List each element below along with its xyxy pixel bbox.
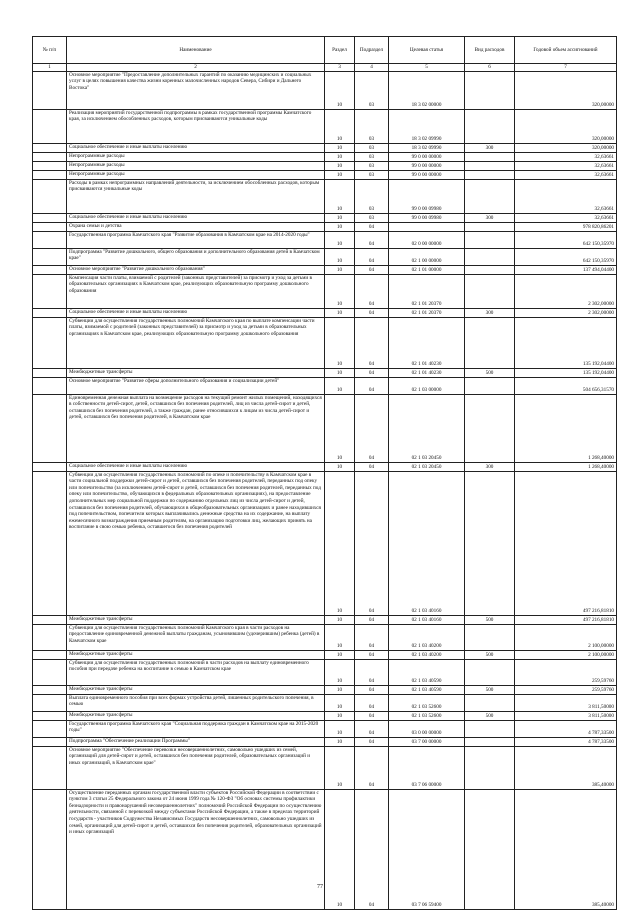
row-amount: 3 811,50000	[515, 694, 617, 711]
row-target-article: 02 1 01 40230	[389, 368, 465, 377]
row-subsection: 04	[355, 462, 389, 471]
row-target-article: 02 1 01 40230	[389, 317, 465, 368]
row-expense-type	[465, 317, 515, 368]
row-number	[33, 377, 67, 394]
row-section: 10	[325, 152, 355, 161]
row-name: Субвенции для осуществления государственных полномочий в части расходов на выплату единовременного пособия при передаче ребенка на воспитание в семью в Камчатском крае	[67, 659, 325, 685]
row-name: Осуществление переданных органам государственной власти субъектов Российской Федерации в соответствии с пунктом 3 статьи 25 Федерального закона от 24 июня 1999 года № 120-ФЗ "Об основах системы профилактики безнадзорности и правонарушений несовершеннолетних" полномочий Российской Федерации по осуществлению деятельности, связанной с перевозкой между субъектами Российской Федерации, а также в пределах территорий государств - участников Содружества Независимых Государств несовершеннолетних, самовольно ушедших из семей, организаций для детей-сирот и детей, оставшихся без попечения родителей, образовательных организаций и иных организаций	[67, 789, 325, 909]
row-name: Выплата единовременного пособия при всех формах устройства детей, лишенных родительского попечения, в семью	[67, 694, 325, 711]
column-number: 5	[389, 64, 465, 72]
row-section: 10	[325, 248, 355, 265]
row-number	[33, 222, 67, 231]
table-row	[33, 737, 617, 746]
row-number	[33, 265, 67, 274]
row-expense-type: 300	[465, 213, 515, 222]
row-name: Межбюджетные трансферты	[67, 650, 325, 659]
row-expense-type	[465, 170, 515, 179]
row-number	[33, 71, 67, 109]
row-section: 10	[325, 161, 355, 170]
row-section: 10	[325, 143, 355, 152]
row-name: Основное мероприятие "Развитие дошкольного образования"	[67, 265, 325, 274]
row-name: Реализация мероприятий государственной подпрограммы в рамках государственной программы Камчатского края, за исключением обособленных расходов, которым присваиваются уникальные коды	[67, 109, 325, 143]
row-target-article: 02 1 03 00000	[389, 377, 465, 394]
table-row	[33, 711, 617, 720]
row-amount: 642 150,35970	[515, 248, 617, 265]
row-section: 10	[325, 394, 355, 462]
row-section: 10	[325, 659, 355, 685]
column-number: 2	[67, 64, 325, 72]
row-name: Субвенции для осуществления государственных полномочий Камчатского края по выплате компенсации части платы, взимаемой с родителей (законных представителей) за присмотр и уход за детьми в образовательных организациях в Камчатском крае, реализующих образовательную программу дошкольного образования	[67, 317, 325, 368]
row-number	[33, 685, 67, 694]
row-expense-type	[465, 394, 515, 462]
row-target-article: 03 7 06 00000	[389, 746, 465, 789]
row-subsection: 04	[355, 265, 389, 274]
row-amount: 259,59760	[515, 685, 617, 694]
row-section: 10	[325, 222, 355, 231]
row-section: 10	[325, 109, 355, 143]
row-expense-type	[465, 152, 515, 161]
row-amount: 2 302,00000	[515, 308, 617, 317]
row-number	[33, 471, 67, 615]
row-name: Субвенции для осуществления государственных полномочий по опеке и попечительству в Камчатском крае в части социальной поддержки детей-сирот и детей, оставшихся без попечения родителей, переданных под опеку или попечительство (за исключением детей-сирот и детей, оставшихся без попечения родителей, переданных под опеку или попечительство, обучающихся в федеральных образовательных организациях), на предоставление дополнительных мер социальной поддержки по содержанию отдельных лиц из числа детей-сирот и детей, оставшихся без попечения родителей, обучающихся в общеобразовательных организациях и ранее находившихся под попечительством, попечители которых выплачивались денежные средства на их содержание, на выплату ежемесячного вознаграждения приемным родителям, на организацию подготовки лиц, желающих принять на воспитание в свою семью ребенка, оставшегося без попечения родителей	[67, 471, 325, 615]
row-name: Межбюджетные трансферты	[67, 368, 325, 377]
row-target-article: 02 1 03 40200	[389, 624, 465, 650]
row-target-article: 02 1 03 20450	[389, 462, 465, 471]
row-subsection: 04	[355, 394, 389, 462]
row-number	[33, 694, 67, 711]
table-row	[33, 213, 617, 222]
row-expense-type: 300	[465, 308, 515, 317]
row-number	[33, 317, 67, 368]
row-section: 10	[325, 71, 355, 109]
row-section: 10	[325, 685, 355, 694]
row-amount: 642 150,35970	[515, 231, 617, 248]
row-section: 10	[325, 231, 355, 248]
table-header	[33, 37, 617, 72]
row-name: Непрограммные расходы	[67, 152, 325, 161]
table-row	[33, 789, 617, 909]
table-row	[33, 462, 617, 471]
column-number: 3	[325, 64, 355, 72]
table-row	[33, 624, 617, 650]
row-number	[33, 179, 67, 213]
row-section: 10	[325, 377, 355, 394]
row-amount: 4 787,33500	[515, 737, 617, 746]
row-name: Субвенции для осуществления государственных полномочий Камчатского края в части расходов на предоставление единовременной денежной выплаты гражданам, усыновившим (удочерившим) ребенка (детей) в Камчатском крае	[67, 624, 325, 650]
table-row	[33, 471, 617, 615]
row-section: 10	[325, 179, 355, 213]
row-subsection: 04	[355, 650, 389, 659]
row-target-article: 03 7 00 00000	[389, 737, 465, 746]
row-expense-type	[465, 694, 515, 711]
table-row	[33, 71, 617, 109]
row-subsection: 04	[355, 694, 389, 711]
row-number	[33, 659, 67, 685]
row-name: Государственная программа Камчатского края "Развитие образования в Камчатском крае на 2014-2020 годы"	[67, 231, 325, 248]
row-amount: 497 216,81810	[515, 615, 617, 624]
row-subsection: 04	[355, 368, 389, 377]
row-subsection: 03	[355, 143, 389, 152]
row-number	[33, 248, 67, 265]
row-expense-type	[465, 274, 515, 308]
row-section: 10	[325, 170, 355, 179]
row-amount: 32,63661	[515, 152, 617, 161]
header-row	[33, 37, 617, 64]
row-number	[33, 746, 67, 789]
row-number	[33, 231, 67, 248]
table-row	[33, 650, 617, 659]
row-name: Основное мероприятие "Предоставление дополнительных гарантий по оказанию медицинских и социальных услуг в целях повышения качества жизни коренных малочисленных народов Севера, Сибири и Дальнего Востока"	[67, 71, 325, 109]
row-subsection: 04	[355, 685, 389, 694]
row-name: Социальное обеспечение и иные выплаты населению	[67, 213, 325, 222]
table-row	[33, 265, 617, 274]
row-amount: 978 820,86201	[515, 222, 617, 231]
row-expense-type	[465, 737, 515, 746]
row-expense-type	[465, 248, 515, 265]
row-target-article: 02 1 03 52600	[389, 711, 465, 720]
row-subsection: 04	[355, 231, 389, 248]
row-subsection: 04	[355, 746, 389, 789]
row-number	[33, 711, 67, 720]
row-amount: 32,63661	[515, 170, 617, 179]
row-section: 10	[325, 274, 355, 308]
row-number	[33, 152, 67, 161]
row-expense-type: 500	[465, 711, 515, 720]
table-row	[33, 170, 617, 179]
row-target-article: 03 0 00 00000	[389, 720, 465, 737]
row-target-article: 18 3 02 09990	[389, 143, 465, 152]
row-name: Охрана семьи и детства	[67, 222, 325, 231]
row-target-article	[389, 222, 465, 231]
row-target-article: 02 1 01 00000	[389, 265, 465, 274]
row-subsection: 04	[355, 317, 389, 368]
row-name: Расходы в рамках непрограммных направлений деятельности, за исключением обособленных расходов, которым присваиваются уникальные коды	[67, 179, 325, 213]
table-row	[33, 109, 617, 143]
table-row	[33, 179, 617, 213]
table-row	[33, 308, 617, 317]
row-expense-type	[465, 231, 515, 248]
row-subsection: 04	[355, 737, 389, 746]
row-name: Непрограммные расходы	[67, 170, 325, 179]
row-amount: 320,00000	[515, 109, 617, 143]
row-name: Подпрограмма "Обеспечение реализации Программы"	[67, 737, 325, 746]
row-expense-type	[465, 109, 515, 143]
row-name: Основное мероприятие "Обеспечение перевозки несовершеннолетних, самовольно ушедших из семей, организаций для детей-сирот и детей, оставшихся без попечения родителей, образовательных организаций и иных организаций, в Камчатском крае"	[67, 746, 325, 789]
row-name: Компенсация части платы, взимаемой с родителей (законных представителей) за присмотр и уход за детьми в образовательных организациях в Камчатском крае, реализующих образовательную программу дошкольного образования	[67, 274, 325, 308]
row-number	[33, 170, 67, 179]
row-number	[33, 213, 67, 222]
row-subsection: 04	[355, 720, 389, 737]
row-expense-type: 300	[465, 143, 515, 152]
row-target-article: 02 1 03 40200	[389, 650, 465, 659]
table-row	[33, 615, 617, 624]
header-target-article: Целевая статья	[389, 37, 465, 64]
column-number: 6	[465, 64, 515, 72]
row-amount: 320,00000	[515, 71, 617, 109]
row-section: 10	[325, 462, 355, 471]
row-expense-type: 500	[465, 368, 515, 377]
row-number	[33, 143, 67, 152]
row-name: Социальное обеспечение и иные выплаты населению	[67, 462, 325, 471]
table-row	[33, 152, 617, 161]
row-name: Подпрограмма "Развитие дошкольного, общего образования и дополнительного образования детей в Камчатском крае"	[67, 248, 325, 265]
row-section: 10	[325, 471, 355, 615]
row-section: 10	[325, 650, 355, 659]
row-target-article: 02 1 01 20370	[389, 274, 465, 308]
row-expense-type	[465, 746, 515, 789]
table-row	[33, 143, 617, 152]
row-expense-type	[465, 720, 515, 737]
row-name: Межбюджетные трансферты	[67, 685, 325, 694]
row-subsection: 04	[355, 711, 389, 720]
row-amount: 259,59760	[515, 659, 617, 685]
row-amount: 504 656,31570	[515, 377, 617, 394]
row-subsection: 04	[355, 789, 389, 909]
row-target-article: 02 1 03 52600	[389, 694, 465, 711]
row-name: Социальное обеспечение и иные выплаты населению	[67, 143, 325, 152]
row-subsection: 04	[355, 615, 389, 624]
row-number	[33, 650, 67, 659]
header-subsection: Подраздел	[355, 37, 389, 64]
row-amount: 32,63661	[515, 213, 617, 222]
table-row	[33, 694, 617, 711]
row-name: Единовременная денежная выплата на возмещение расходов на текущий ремонт жилых помещений, находящихся в собственности детей-сирот, детей, оставшихся без попечения родителей, лиц из числа детей-сирот и детей, оставшихся без попечения родителей, а также граждан, ранее относившихся к лицам из числа детей-сирот и детей, оставшихся без попечения родителей, в Камчатском крае	[67, 394, 325, 462]
row-number	[33, 161, 67, 170]
row-subsection: 03	[355, 213, 389, 222]
row-subsection: 03	[355, 170, 389, 179]
row-subsection: 04	[355, 659, 389, 685]
row-number	[33, 109, 67, 143]
row-amount: 320,00000	[515, 143, 617, 152]
row-subsection: 04	[355, 222, 389, 231]
table-row	[33, 394, 617, 462]
row-number	[33, 624, 67, 650]
row-expense-type	[465, 659, 515, 685]
row-subsection: 04	[355, 248, 389, 265]
row-expense-type	[465, 71, 515, 109]
row-target-article: 03 7 06 59400	[389, 789, 465, 909]
row-amount: 497 216,81810	[515, 471, 617, 615]
column-number: 7	[515, 64, 617, 72]
row-target-article: 02 1 03 40160	[389, 471, 465, 615]
table-row	[33, 377, 617, 394]
row-number	[33, 462, 67, 471]
row-subsection: 03	[355, 71, 389, 109]
row-amount: 32,63661	[515, 179, 617, 213]
row-amount: 2 100,00000	[515, 624, 617, 650]
header-number: № п/п	[33, 37, 67, 64]
row-amount: 3 811,50000	[515, 711, 617, 720]
row-expense-type	[465, 265, 515, 274]
row-subsection: 04	[355, 624, 389, 650]
row-number	[33, 368, 67, 377]
row-name: Межбюджетные трансферты	[67, 615, 325, 624]
row-amount: 385,40000	[515, 789, 617, 909]
row-expense-type: 500	[465, 615, 515, 624]
row-amount: 2 100,00000	[515, 650, 617, 659]
table-row	[33, 368, 617, 377]
row-section: 10	[325, 746, 355, 789]
row-section: 10	[325, 737, 355, 746]
row-amount: 4 787,33500	[515, 720, 617, 737]
row-section: 10	[325, 711, 355, 720]
table-row	[33, 231, 617, 248]
table-row	[33, 248, 617, 265]
row-expense-type: 300	[465, 462, 515, 471]
column-number: 4	[355, 64, 389, 72]
table-row	[33, 274, 617, 308]
page-number: 77	[317, 884, 323, 890]
row-expense-type: 500	[465, 685, 515, 694]
row-target-article: 02 1 00 00000	[389, 248, 465, 265]
row-subsection: 03	[355, 109, 389, 143]
row-expense-type	[465, 377, 515, 394]
row-expense-type	[465, 161, 515, 170]
row-expense-type	[465, 179, 515, 213]
row-subsection: 04	[355, 308, 389, 317]
row-expense-type: 500	[465, 650, 515, 659]
row-name: Социальное обеспечение и иные выплаты населению	[67, 308, 325, 317]
row-amount: 135 192,04400	[515, 368, 617, 377]
budget-table	[32, 36, 617, 910]
row-expense-type	[465, 624, 515, 650]
column-number: 1	[33, 64, 67, 72]
row-target-article: 99 0 00 09980	[389, 179, 465, 213]
row-amount: 135 192,04400	[515, 317, 617, 368]
row-section: 10	[325, 317, 355, 368]
row-target-article: 99 0 00 00000	[389, 170, 465, 179]
row-subsection: 03	[355, 152, 389, 161]
row-subsection: 04	[355, 471, 389, 615]
row-target-article: 18 3 02 09990	[389, 109, 465, 143]
row-amount: 2 302,00000	[515, 274, 617, 308]
header-expense-type: Вид расходов	[465, 37, 515, 64]
table-row	[33, 222, 617, 231]
row-target-article: 02 1 03 40590	[389, 659, 465, 685]
row-section: 10	[325, 789, 355, 909]
row-section: 10	[325, 694, 355, 711]
row-amount: 385,40000	[515, 746, 617, 789]
header-section: Раздел	[325, 37, 355, 64]
row-number	[33, 394, 67, 462]
row-name: Основное мероприятие "Развитие сферы дополнительного образования и социализации детей"	[67, 377, 325, 394]
row-subsection: 03	[355, 161, 389, 170]
row-target-article: 02 1 01 20370	[389, 308, 465, 317]
table-row	[33, 659, 617, 685]
row-expense-type	[465, 789, 515, 909]
row-amount: 137 494,04400	[515, 265, 617, 274]
header-annual-amount: Годовой объем ассигнований	[515, 37, 617, 64]
table-row	[33, 317, 617, 368]
row-target-article: 02 1 03 40590	[389, 685, 465, 694]
row-name: Межбюджетные трансферты	[67, 711, 325, 720]
row-amount: 1 268,40000	[515, 462, 617, 471]
column-number-row	[33, 64, 617, 72]
row-name: Государственная программа Камчатского края "Социальная поддержка граждан в Камчатском крае на 2015-2020 годы"	[67, 720, 325, 737]
row-amount: 1 268,40000	[515, 394, 617, 462]
row-subsection: 04	[355, 274, 389, 308]
row-target-article: 02 1 03 20450	[389, 394, 465, 462]
row-section: 10	[325, 308, 355, 317]
row-section: 10	[325, 624, 355, 650]
row-section: 10	[325, 265, 355, 274]
row-number	[33, 789, 67, 909]
row-target-article: 99 0 00 09980	[389, 213, 465, 222]
row-number	[33, 274, 67, 308]
table-row	[33, 685, 617, 694]
row-number	[33, 308, 67, 317]
table-body	[33, 71, 617, 909]
row-target-article: 02 0 00 00000	[389, 231, 465, 248]
table-row	[33, 746, 617, 789]
row-amount: 32,63661	[515, 161, 617, 170]
row-number	[33, 720, 67, 737]
row-expense-type	[465, 222, 515, 231]
row-number	[33, 615, 67, 624]
row-expense-type	[465, 471, 515, 615]
row-subsection: 03	[355, 179, 389, 213]
row-subsection: 04	[355, 377, 389, 394]
row-section: 10	[325, 368, 355, 377]
table-row	[33, 720, 617, 737]
header-name: Наименование	[67, 37, 325, 64]
row-section: 10	[325, 615, 355, 624]
row-name: Непрограммные расходы	[67, 161, 325, 170]
row-target-article: 18 3 02 00000	[389, 71, 465, 109]
row-section: 10	[325, 720, 355, 737]
row-number	[33, 737, 67, 746]
row-target-article: 99 0 00 00000	[389, 152, 465, 161]
row-section: 10	[325, 213, 355, 222]
row-target-article: 02 1 03 40160	[389, 615, 465, 624]
row-target-article: 99 0 00 00000	[389, 161, 465, 170]
table-row	[33, 161, 617, 170]
